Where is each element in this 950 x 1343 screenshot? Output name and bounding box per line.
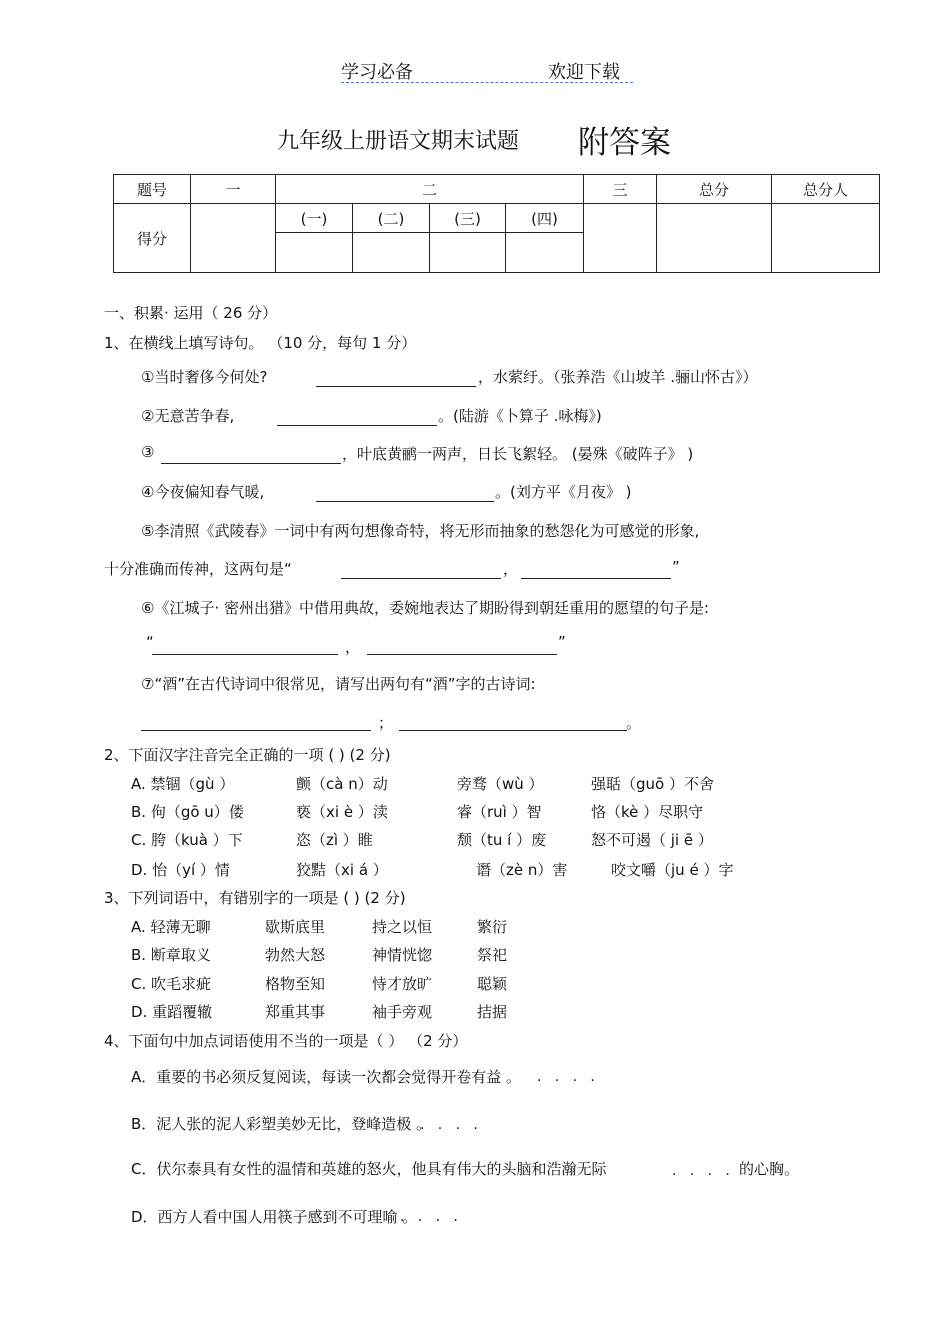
cell-sub-4: (四) <box>506 204 584 233</box>
page-title-suffix: 附答案 <box>578 125 671 161</box>
punct-quote-close: ” <box>558 633 566 651</box>
q1-item5-stem: ⑤李清照《武陵春》一词中有两句想像奇特，将无形而抽象的愁怨化为可感觉的形象, <box>141 522 700 540</box>
score-input-er-4[interactable] <box>506 233 584 273</box>
option-d-2: 狡黠（xi á ） <box>296 861 388 879</box>
answer-line[interactable] <box>341 578 501 579</box>
q3-stem: 3、下列词语中，有错别字的一项是 ( ) (2 分) <box>104 889 406 907</box>
score-input-san[interactable] <box>584 204 657 273</box>
answer-line[interactable] <box>316 501 494 502</box>
cell-defen: 得分 <box>114 204 191 273</box>
emphasis-dots: · · · · <box>537 1073 595 1089</box>
option-b-4: 恪（kè ）尽职守 <box>591 803 704 821</box>
answer-line[interactable] <box>277 425 437 426</box>
score-input-er-2[interactable] <box>353 233 430 273</box>
page-title: 九年级上册语文期末试题 <box>277 129 520 154</box>
punct-quote-open: “ <box>146 633 154 651</box>
score-input-er-1[interactable] <box>276 233 353 273</box>
cell-sub-1: (一) <box>276 204 353 233</box>
option-b-4: 祭祀 <box>477 946 508 964</box>
answer-line[interactable] <box>399 730 627 731</box>
score-input-er-3[interactable] <box>430 233 506 273</box>
option-a-3: 旁骛（wù ） <box>457 775 544 793</box>
punct-period: 。 <box>626 714 642 732</box>
cell-sub-2: (二) <box>353 204 430 233</box>
q4-option-c-end: 的心胸。 <box>739 1160 800 1178</box>
answer-line[interactable] <box>367 654 557 655</box>
punct-comma: ， <box>503 560 519 578</box>
q1-item7-stem: ⑦“酒”在古代诗词中很常见，请写出两句有“酒”字的古诗词: <box>141 675 536 693</box>
q1-item1-source: ，水萦纡。（张养浩《山坡羊 .骊山怀古》） <box>478 368 758 386</box>
q2-stem: 2、下面汉字注音完全正确的一项 ( ) (2 分) <box>104 746 391 764</box>
answer-line[interactable] <box>316 386 476 387</box>
option-a-1: A. 禁锢（gù ） <box>131 775 235 793</box>
option-d-1: D. 怡（yí ）情 <box>131 861 230 879</box>
option-c-3: 颓（tu í ）废 <box>457 831 547 849</box>
option-a-1: A. 轻薄无聊 <box>131 918 211 936</box>
cell-sub-3: (三) <box>430 204 506 233</box>
score-input-zongfen[interactable] <box>657 204 772 273</box>
option-b-3: 睿（ruì ）智 <box>457 803 542 821</box>
q1-item5-stem2: 十分准确而传神，这两句是“ <box>104 560 292 578</box>
option-d-3: 谮（zè n）害 <box>476 861 568 879</box>
emphasis-dots: · · · · <box>420 1121 478 1137</box>
option-c-2: 格物至知 <box>265 975 326 993</box>
option-d-3: 袖手旁观 <box>372 1003 433 1021</box>
option-c-4: 聪颖 <box>477 975 508 993</box>
punct-semicolon: ； <box>378 714 394 732</box>
cell-tihao: 题号 <box>114 175 191 204</box>
cell-zongfen: 总分 <box>657 175 772 204</box>
header-left: 学习必备 <box>341 62 413 83</box>
punct-quote-close: ” <box>672 558 680 576</box>
option-a-2: 歇斯底里 <box>265 918 326 936</box>
option-d-2: 郑重其事 <box>265 1003 326 1021</box>
option-c-2: 恣（zì ）睢 <box>296 831 373 849</box>
cell-er: 二 <box>276 175 584 204</box>
option-b-1: B. 佝（gō u）偻 <box>131 803 244 821</box>
header-divider <box>341 82 633 83</box>
option-a-2: 颤（cà n）动 <box>296 775 388 793</box>
q4-option-c: C．伏尔泰具有女性的温情和英雄的怒火，他具有伟大的头脑和浩瀚无际 <box>131 1160 607 1178</box>
q4-option-b: B．泥人张的泥人彩塑美妙无比，登峰造极 。 <box>131 1115 432 1133</box>
q4-option-a: A．重要的书必须反复阅读，每读一次都会觉得开卷有益 。 <box>131 1068 522 1086</box>
q1-item2-prompt: ②无意苦争春, <box>141 407 235 425</box>
option-c-1: C. 胯（kuà ）下 <box>131 831 243 849</box>
q1-item2-source: 。(陆游《卜算子 .咏梅》) <box>438 407 602 425</box>
q1-item4-source: 。(刘方平《月夜》 ) <box>495 483 632 501</box>
option-d-4: 拮据 <box>477 1003 508 1021</box>
q4-stem: 4、下面句中加点词语使用不当的一项是（ ） （2 分） <box>104 1032 468 1050</box>
option-b-3: 神情恍惚 <box>372 946 433 964</box>
q1-stem: 1、在横线上填写诗句。 （10 分，每句 1 分） <box>104 334 417 352</box>
cell-yi: 一 <box>191 175 276 204</box>
cell-zongfenren: 总分人 <box>772 175 880 204</box>
cell-san: 三 <box>584 175 657 204</box>
option-a-4: 强聒（guō ）不舍 <box>591 775 714 793</box>
answer-line[interactable] <box>141 730 371 731</box>
emphasis-dots: · · · · <box>672 1167 730 1183</box>
punct-comma: ， <box>345 638 361 656</box>
answer-line[interactable] <box>161 463 341 464</box>
answer-line[interactable] <box>521 578 671 579</box>
q1-item6-stem: ⑥《江城子· 密州出猎》中借用典故，委婉地表达了期盼得到朝廷重用的愿望的句子是: <box>141 599 710 617</box>
header-right: 欢迎下载 <box>548 62 620 83</box>
q1-item3-prompt: ③ <box>141 443 155 461</box>
section-heading: 一、积累· 运用（ 26 分） <box>104 304 278 322</box>
option-b-1: B. 断章取义 <box>131 946 211 964</box>
score-input-yi[interactable] <box>191 204 276 273</box>
score-input-zongfenren[interactable] <box>772 204 880 273</box>
q4-option-d: D．西方人看中国人用筷子感到不可理喻 。 <box>131 1208 418 1226</box>
option-d-4: 咬文嚼（ju é ）字 <box>611 861 734 879</box>
option-b-2: 亵（xi è ）渎 <box>296 803 388 821</box>
score-table <box>113 174 880 273</box>
option-c-3: 恃才放旷 <box>372 975 433 993</box>
option-a-4: 繁衍 <box>477 918 508 936</box>
q1-item4-prompt: ④今夜偏知春气暖, <box>141 483 265 501</box>
answer-line[interactable] <box>152 654 338 655</box>
q1-item1-prompt: ①当时奢侈今何处? <box>141 368 268 386</box>
q1-item3-source: ，叶底黄鹂一两声，日长飞絮轻。 (晏殊《破阵子》 ) <box>342 445 694 463</box>
option-c-1: C. 吹毛求疵 <box>131 975 212 993</box>
option-a-3: 持之以恒 <box>372 918 433 936</box>
option-c-4: 怒不可遏（ ji ē ） <box>591 831 713 849</box>
option-b-2: 勃然大怒 <box>265 946 326 964</box>
option-d-1: D. 重蹈覆辙 <box>131 1003 213 1021</box>
emphasis-dots: · · · · <box>400 1213 458 1229</box>
